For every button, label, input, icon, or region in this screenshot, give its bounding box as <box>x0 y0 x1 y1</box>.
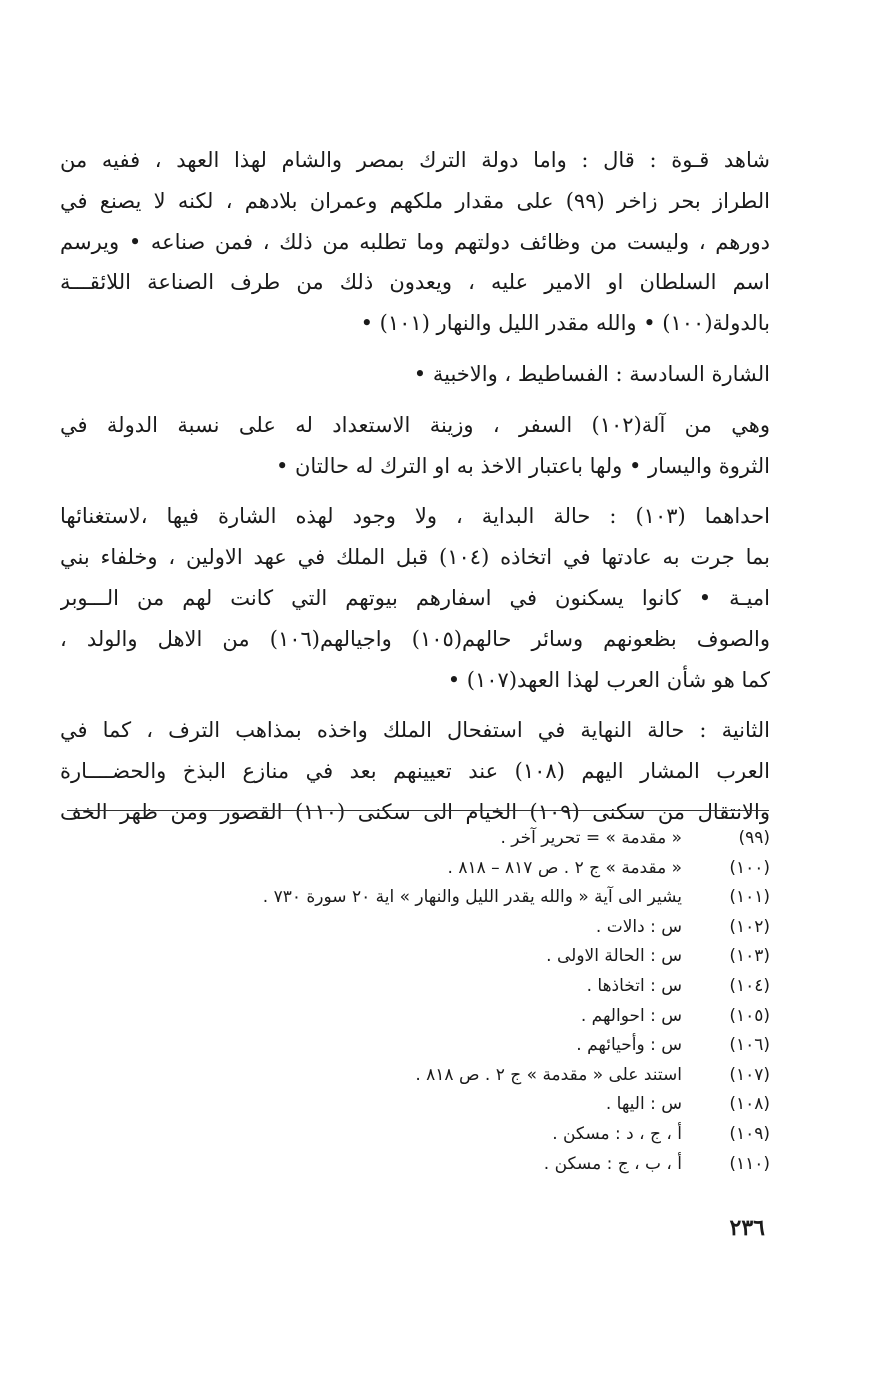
text-line: الثانية : حالة النهاية في استفحال الملك واخذه بمذاهب الترف ، كما في <box>60 718 770 743</box>
footnote <box>100 1120 770 1150</box>
footnote-number: (١٠٣) <box>729 946 770 967</box>
footnote-number: (٩٩) <box>738 828 770 848</box>
paragraph <box>60 140 770 344</box>
text-line: اسم السلطان او الامير عليه ، ويعدون ذلك من طرف الصناعة اللائقـــة <box>60 270 770 295</box>
text-line: والصوف بظعونهم وسائر حالهم(١٠٥) واجيالهم(١٠٦) من الاهل والولد ، <box>60 626 770 651</box>
paragraph <box>60 354 770 395</box>
footnote-text: استند على « مقدمة » ج ٢ . ص ٨١٨ . <box>415 1064 682 1085</box>
paragraph <box>60 405 770 487</box>
text-line: دورهم ، وليست من وظائف دولتهم وما تطلبه من ذلك ، فمن صناعه • ويرسم <box>60 229 770 254</box>
footnote-text: س : اتخاذها . <box>586 975 682 996</box>
footnote <box>100 1090 770 1120</box>
footnote-text: أ ، ج ، د : مسكن . <box>552 1123 682 1144</box>
text-line: العرب المشار اليهم (١٠٨) عند تعيينهم بعد في منازع البذخ والحضــــارة <box>60 759 770 784</box>
footnote-number: (١٠٢) <box>729 916 770 937</box>
page-number: ٢٣٦ <box>729 1215 765 1241</box>
footnote-number: (١٠١) <box>729 887 770 908</box>
text-line: اميـة • كانوا يسكنون في اسفارهم بيوتهم التي كانت لهم من الـــوبر <box>60 585 770 610</box>
footnote-text: « مقدمة » ج ٢ . ص ٨١٧ – ٨١٨ . <box>447 857 682 878</box>
footnote <box>100 1002 770 1032</box>
footnote-number: (١٠٩) <box>729 1123 770 1144</box>
main-text <box>60 140 770 843</box>
footnote-divider <box>67 810 769 811</box>
paragraph <box>60 710 770 832</box>
text-line: بما جرت به عادتها في اتخاذه (١٠٤) قبل الملك في عهد الاولين ، وخلفاء بني <box>60 545 770 570</box>
footnote-number: (١١٠) <box>729 1153 770 1174</box>
footnote-text: س : احوالهم . <box>580 1005 682 1026</box>
footnote-number: (١٠٠) <box>729 857 770 878</box>
footnote <box>100 1150 770 1180</box>
footnote-text: « مقدمة » = تحرير آخر . <box>500 828 682 848</box>
footnote-text: س : الحالة الاولى . <box>546 946 682 967</box>
footnote <box>100 972 770 1002</box>
footnote <box>100 883 770 913</box>
footnote-number: (١٠٦) <box>729 1035 770 1056</box>
paragraph <box>60 496 770 700</box>
footnote-number: (١٠٨) <box>729 1094 770 1115</box>
section-heading: الشارة السادسة : الفساطيط ، والاخبية • <box>413 361 770 386</box>
text-line: الطراز بحر زاخر (٩٩) على مقدار ملكهم وعمران بلادهم ، لكنه لا يصنع في <box>60 188 770 213</box>
text-line: كما هو شأن العرب لهذا العهد(١٠٧) • <box>447 667 770 692</box>
text-line: الثروة واليسار • ولها باعتبار الاخذ به او الترك له حالتان • <box>275 453 770 478</box>
footnote-text: س : اليها . <box>605 1094 682 1115</box>
footnote <box>100 1061 770 1091</box>
footnote-text: س : دالات . <box>595 916 682 937</box>
footnote <box>100 854 770 884</box>
footnote-number: (١٠٥) <box>729 1005 770 1026</box>
text-line: احداهما (١٠٣) : حالة البداية ، ولا وجود لهذه الشارة فيها ،لاستغنائها <box>60 504 770 529</box>
text-line: والانتقال من سكنى (١٠٩) الخيام الى سكنى (١١٠) القصور ومن ظهر الخف <box>60 799 770 824</box>
text-line: شاهد قـوة : قال : واما دولة الترك بمصر والشام لهذا العهد ، ففيه من <box>60 148 770 172</box>
footnote-number: (١٠٧) <box>729 1064 770 1085</box>
footnote-text: س : وأحيائهم . <box>576 1035 682 1056</box>
footnote-text: أ ، ب ، ج : مسكن . <box>543 1153 682 1174</box>
footnote-number: (١٠٤) <box>729 975 770 996</box>
text-line: بالدولة(١٠٠) • والله مقدر الليل والنهار (١٠١) • <box>360 311 770 336</box>
footnote <box>100 942 770 972</box>
footnote-text: يشير الى آية « والله يقدر الليل والنهار » اية ٢٠ سورة ٧٣٠ . <box>262 887 682 908</box>
footnote <box>100 824 770 854</box>
text-line: وهي من آلة(١٠٢) السفر ، وزينة الاستعداد له على نسبة الدولة في <box>60 412 770 437</box>
footnote <box>100 913 770 943</box>
footnote <box>100 1031 770 1061</box>
footnotes <box>100 824 770 1179</box>
